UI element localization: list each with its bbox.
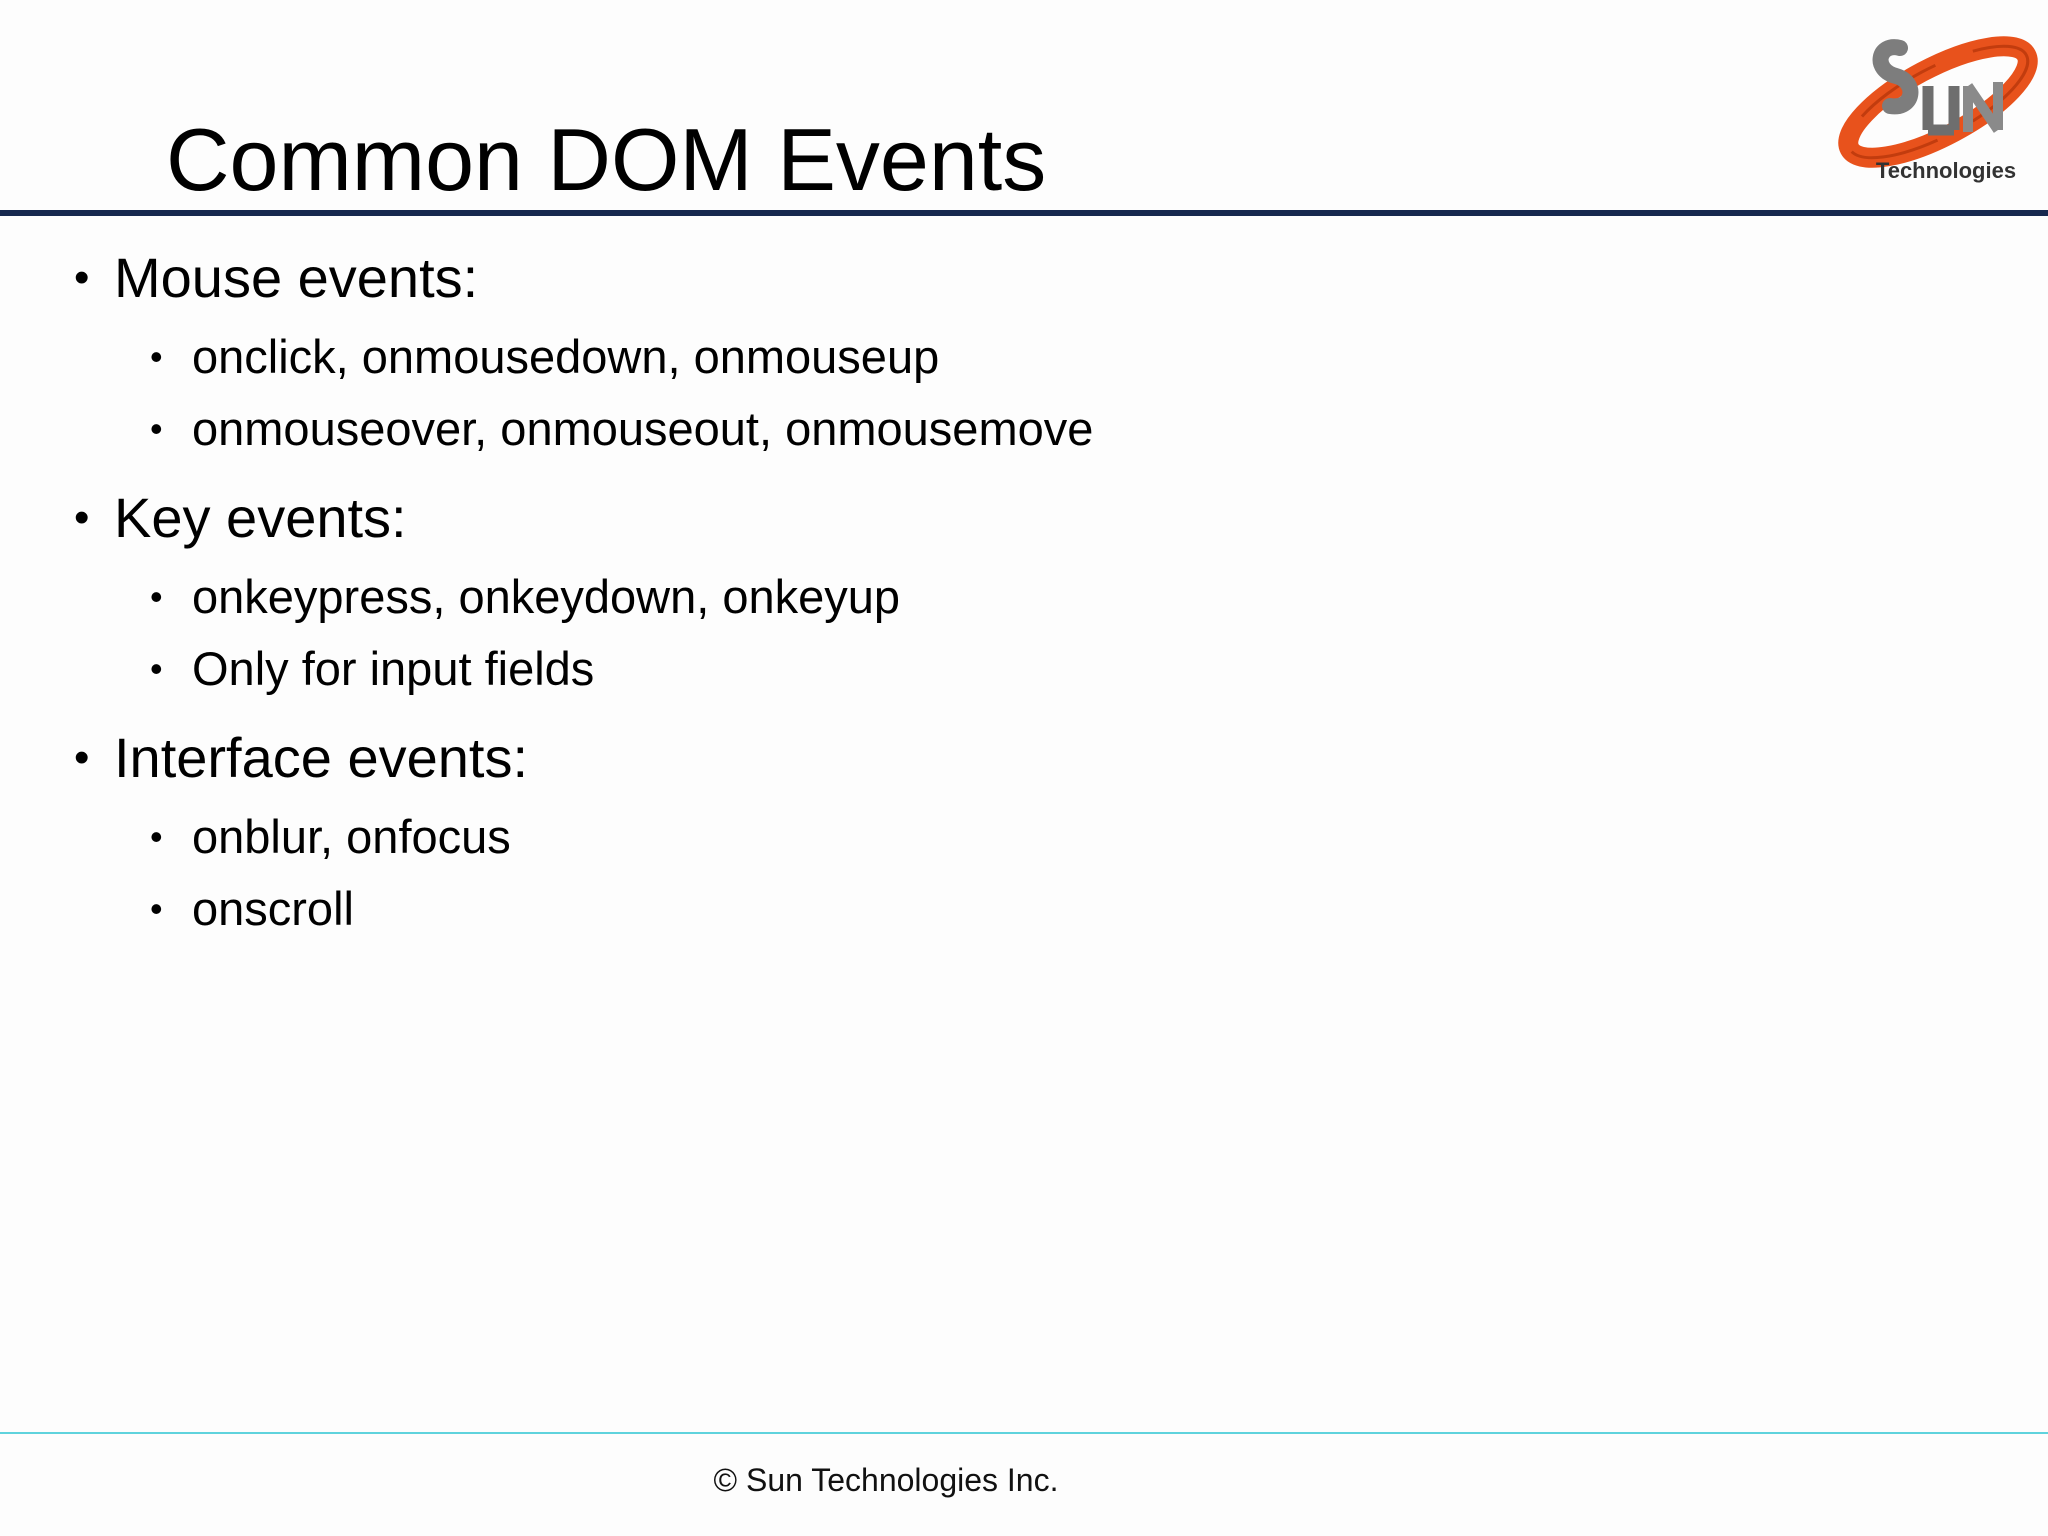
list-item bbox=[150, 329, 939, 385]
section-heading-interface bbox=[74, 726, 528, 790]
section-heading-label: Interface events: bbox=[114, 726, 529, 789]
list-item bbox=[150, 401, 1093, 457]
section-heading-label: Key events: bbox=[114, 486, 407, 549]
footer-copyright: © Sun Technologies Inc. bbox=[713, 1462, 1059, 1498]
list-item-label: onclick, onmousedown, onmouseup bbox=[192, 330, 940, 383]
bullet-glyph: • bbox=[150, 816, 163, 857]
bullet-glyph: • bbox=[150, 648, 163, 689]
list-item-label: onkeypress, onkeydown, onkeyup bbox=[192, 570, 901, 623]
title-divider bbox=[0, 210, 2048, 216]
list-item-label: onblur, onfocus bbox=[192, 810, 511, 863]
sun-technologies-logo bbox=[1818, 26, 2044, 194]
footer-divider bbox=[0, 1432, 2048, 1434]
bullet-glyph: • bbox=[150, 576, 163, 617]
bullet-glyph: • bbox=[74, 253, 90, 302]
bullet-glyph: • bbox=[150, 408, 163, 449]
bullet-glyph: • bbox=[150, 336, 163, 377]
section-heading-key bbox=[74, 486, 407, 550]
slide-title: Common DOM Events bbox=[166, 110, 1047, 209]
list-item bbox=[150, 641, 594, 697]
list-item-label: onscroll bbox=[192, 882, 354, 935]
list-item bbox=[150, 881, 354, 937]
section-heading-label: Mouse events: bbox=[114, 246, 479, 309]
bullet-glyph: • bbox=[74, 493, 90, 542]
section-heading-mouse bbox=[74, 246, 478, 310]
list-item bbox=[150, 569, 900, 625]
list-item bbox=[150, 809, 511, 865]
list-item-label: Only for input fields bbox=[192, 642, 595, 695]
logo-caption: Technologies bbox=[1875, 158, 2017, 183]
bullet-glyph: • bbox=[150, 888, 163, 929]
bullet-glyph: • bbox=[74, 733, 90, 782]
list-item-label: onmouseover, onmouseout, onmousemove bbox=[192, 402, 1094, 455]
